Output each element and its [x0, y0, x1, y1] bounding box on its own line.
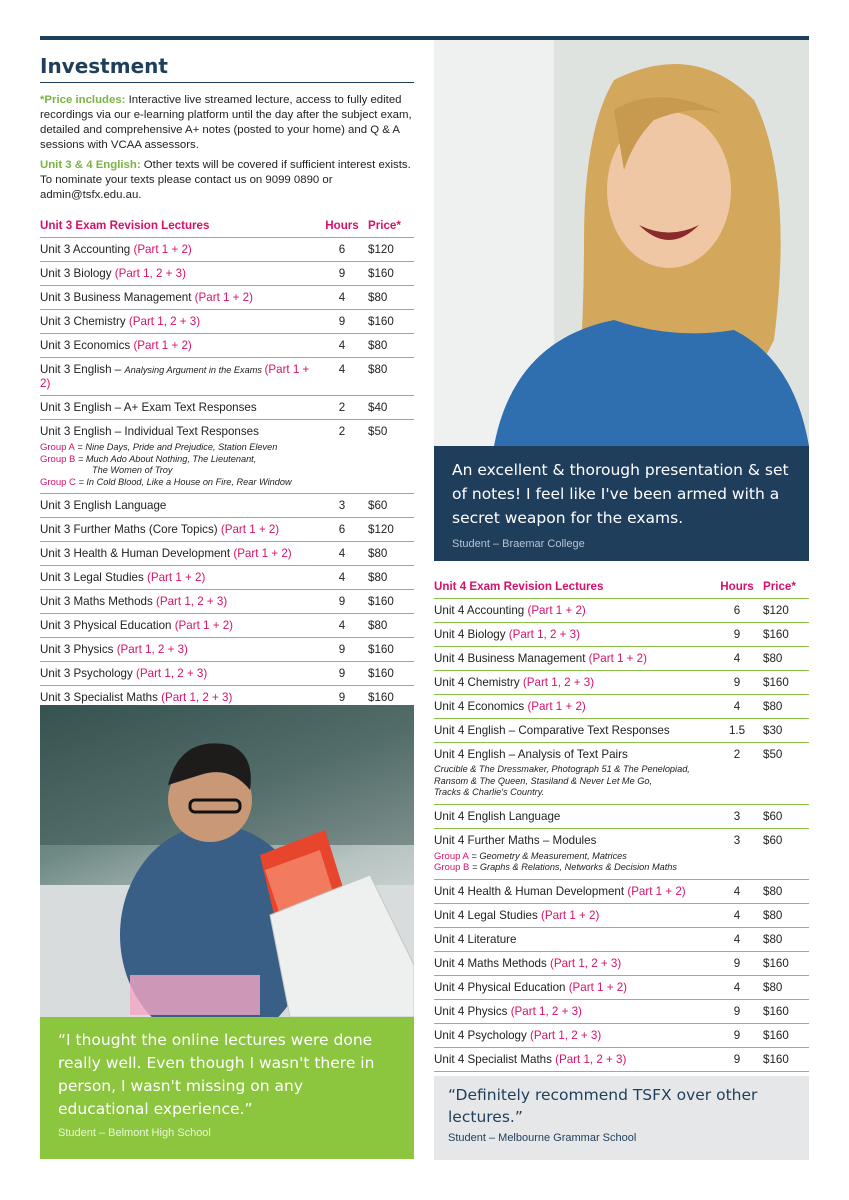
- hours-cell: 4: [320, 542, 364, 566]
- price-cell: $80: [759, 903, 809, 927]
- lecture-parts: (Part 1, 2 + 3): [508, 628, 580, 641]
- hours-cell: 9: [715, 671, 759, 695]
- english-note-text: Other texts will be covered if sufficient interest exists. To nominate your texts please contact us on 9099 0890 or admin@tsfx.edu.au.: [40, 159, 411, 201]
- hours-cell: 4: [715, 927, 759, 951]
- table-row: [434, 828, 809, 879]
- lecture-name-cell: [40, 518, 320, 542]
- price-cell: $50: [759, 743, 809, 805]
- price-column-header: Price*: [364, 215, 414, 238]
- price-column-header: Price*: [759, 576, 809, 599]
- table-row: [434, 743, 809, 805]
- lecture-name: Unit 3 English Language: [40, 499, 167, 512]
- price-cell: $160: [759, 999, 809, 1023]
- testimonial-braemar: [434, 446, 809, 561]
- testimonial-belmont: [40, 1017, 414, 1159]
- lecture-parts: (Part 1, 2 + 3): [555, 1052, 627, 1066]
- table-row: [40, 310, 414, 334]
- hours-cell: 4: [715, 879, 759, 903]
- lecture-name: Unit 4 English – Comparative Text Responses: [434, 724, 670, 737]
- table-row: [40, 590, 414, 614]
- hours-cell: 3: [320, 494, 364, 518]
- lecture-name: Unit 4 Chemistry: [434, 676, 523, 689]
- lecture-name-cell: [434, 828, 715, 879]
- price-cell: $80: [364, 358, 414, 396]
- lecture-name-cell: [40, 662, 320, 686]
- table-row: [434, 671, 809, 695]
- testimonial-braemar-source: Student – Braemar College: [452, 538, 585, 550]
- hours-column-header: Hours: [320, 215, 364, 238]
- lecture-name: Unit 3 English – Individual Text Responses: [40, 425, 259, 438]
- text-group-line: [40, 454, 320, 466]
- hours-cell: 4: [320, 566, 364, 590]
- lecture-name: Unit 3 English – A+ Exam Text Responses: [40, 401, 257, 414]
- lecture-name-cell: [434, 671, 715, 695]
- unit4-table-title: Unit 4 Exam Revision Lectures: [434, 576, 715, 599]
- table-row: [434, 804, 809, 828]
- price-cell: $120: [759, 599, 809, 623]
- testimonial-belmont-source: Student – Belmont High School: [58, 1127, 211, 1139]
- text-group-line: [40, 442, 320, 454]
- table-row: [434, 999, 809, 1023]
- text-pair-line: Ransom & The Queen, Stasiland & Never Let Me Go,: [434, 775, 653, 786]
- hours-cell: 9: [320, 590, 364, 614]
- table-row: [40, 286, 414, 310]
- text-group-titles: = Nine Days, Pride and Prejudice, Station Eleven: [74, 442, 278, 452]
- text-group-label: Group B: [434, 862, 470, 873]
- hours-cell: 9: [715, 1047, 759, 1071]
- price-cell: $160: [364, 662, 414, 686]
- lecture-name: Unit 3 Maths Methods: [40, 595, 156, 608]
- lecture-name-cell: [40, 334, 320, 358]
- lecture-parts: (Part 1, 2 + 3): [156, 595, 228, 608]
- price-cell: $60: [364, 494, 414, 518]
- english-note-label: Unit 3 & 4 English:: [40, 159, 141, 171]
- text-group-titles: The Women of Troy: [92, 465, 173, 475]
- lecture-name-cell: [40, 590, 320, 614]
- price-cell: $80: [759, 975, 809, 999]
- price-cell: $30: [759, 719, 809, 743]
- table-row: [40, 542, 414, 566]
- lecture-parts: (Part 1, 2 + 3): [510, 1004, 582, 1018]
- hours-cell: 4: [320, 614, 364, 638]
- text-group-titles: = Geometry & Measurement, Matrices: [468, 850, 627, 861]
- hours-cell: 9: [320, 638, 364, 662]
- table-row: [40, 494, 414, 518]
- table-row: [434, 719, 809, 743]
- lecture-name: Unit 3 Chemistry: [40, 315, 129, 328]
- lecture-name-cell: [40, 542, 320, 566]
- testimonial-melbourne-grammar-text: “Definitely recommend TSFX over other lectures.”: [448, 1086, 758, 1126]
- lecture-name-cell: [40, 638, 320, 662]
- table-row: [40, 334, 414, 358]
- price-cell: $160: [759, 1023, 809, 1047]
- table-header-row: [434, 576, 809, 599]
- testimonial-belmont-text: “I thought the online lectures were done really well. Even though I wasn't there in person, I wasn't missing on any educational experience.”: [58, 1031, 375, 1118]
- price-cell: $80: [759, 647, 809, 671]
- lecture-name-cell: [434, 804, 715, 828]
- lecture-name: Unit 3 Biology: [40, 267, 115, 280]
- table-row: [40, 420, 414, 494]
- price-cell: $80: [364, 566, 414, 590]
- lecture-name-cell: [434, 695, 715, 719]
- hours-cell: 9: [715, 623, 759, 647]
- price-cell: $80: [759, 695, 809, 719]
- lecture-name-cell: [40, 286, 320, 310]
- lecture-parts: (Part 1, 2 + 3): [161, 691, 233, 704]
- price-cell: $50: [364, 420, 414, 494]
- lecture-parts: (Part 1 + 2): [194, 291, 253, 304]
- lecture-name-cell: [434, 927, 715, 951]
- lecture-name: Unit 4 English Language: [434, 809, 561, 823]
- table-row: [434, 623, 809, 647]
- right-column: [434, 576, 809, 1072]
- lecture-name: Unit 3 Economics: [40, 339, 134, 352]
- testimonial-melbourne-grammar: [434, 1076, 809, 1160]
- lecture-name: Unit 3 Accounting: [40, 243, 134, 256]
- lecture-name-cell: [434, 951, 715, 975]
- hours-cell: 6: [320, 518, 364, 542]
- text-group-line: [434, 851, 715, 863]
- price-cell: $120: [364, 518, 414, 542]
- hours-cell: 9: [320, 310, 364, 334]
- table-row: [434, 879, 809, 903]
- lecture-parts: (Part 1, 2 + 3): [114, 267, 186, 280]
- price-cell: $160: [364, 686, 414, 710]
- lecture-name: Unit 3 Further Maths (Core Topics): [40, 523, 221, 536]
- lecture-parts: (Part 1, 2 + 3): [116, 643, 188, 656]
- text-group-line: [40, 465, 320, 477]
- lecture-name: Unit 4 Physical Education: [434, 980, 569, 994]
- table-row: [434, 975, 809, 999]
- lecture-name-cell: [434, 719, 715, 743]
- lecture-name-cell: [40, 566, 320, 590]
- price-cell: $160: [364, 262, 414, 286]
- lecture-name-cell: [40, 238, 320, 262]
- lecture-parts: (Part 1 + 2): [527, 700, 586, 713]
- text-pair-line: Crucible & The Dressmaker, Photograph 51 & The Penelopiad,: [434, 764, 690, 774]
- price-cell: $80: [364, 614, 414, 638]
- price-cell: $160: [759, 623, 809, 647]
- table-row: [40, 358, 414, 396]
- hours-cell: 1.5: [715, 719, 759, 743]
- price-cell: $80: [364, 334, 414, 358]
- price-cell: $120: [364, 238, 414, 262]
- lecture-parts: (Part 1 + 2): [147, 571, 206, 584]
- unit3-price-table: [40, 215, 414, 710]
- lecture-parts: (Part 1, 2 + 3): [530, 1028, 602, 1042]
- table-row: [40, 662, 414, 686]
- student-with-book-photo: [40, 705, 414, 1017]
- lecture-parts: (Part 1 + 2): [174, 619, 234, 632]
- lecture-name-cell: [434, 903, 715, 927]
- lecture-parts: (Part 1 + 2): [233, 547, 292, 560]
- hours-cell: 9: [320, 662, 364, 686]
- text-group-label: Group A: [40, 442, 75, 453]
- english-note: [40, 158, 414, 203]
- lecture-name: Unit 3 Legal Studies: [40, 571, 147, 584]
- lecture-name-cell: [434, 1023, 715, 1047]
- lecture-name: Unit 3 Health & Human Development: [40, 547, 234, 560]
- hours-cell: 9: [715, 951, 759, 975]
- price-cell: $160: [364, 638, 414, 662]
- lecture-name-cell: [40, 494, 320, 518]
- unit3-table-title: Unit 3 Exam Revision Lectures: [40, 215, 320, 238]
- lecture-name-cell: [434, 743, 715, 805]
- table-row: [40, 638, 414, 662]
- lecture-name-cell: [40, 310, 320, 334]
- table-row: [40, 238, 414, 262]
- hours-cell: 9: [320, 262, 364, 286]
- table-row: [40, 396, 414, 420]
- lecture-name: Unit 4 Physics: [434, 1004, 511, 1018]
- lecture-parts: (Part 1 + 2): [527, 604, 586, 617]
- hours-cell: 6: [715, 599, 759, 623]
- lecture-name-cell: [434, 1047, 715, 1071]
- lecture-name: Unit 4 Literature: [434, 932, 517, 946]
- lecture-parts: (Part 1, 2 + 3): [136, 667, 208, 680]
- unit4-price-table: [434, 576, 809, 1072]
- hours-cell: 4: [715, 975, 759, 999]
- student-with-book-illustration: [40, 705, 414, 1017]
- left-column: [40, 40, 414, 710]
- price-cell: $160: [364, 310, 414, 334]
- lecture-parts: (Part 1, 2 + 3): [522, 676, 595, 689]
- hours-cell: 9: [320, 686, 364, 710]
- hours-cell: 9: [715, 1023, 759, 1047]
- lecture-parts: (Part 1, 2 + 3): [128, 315, 201, 328]
- lecture-parts: (Part 1 + 2): [568, 980, 628, 994]
- table-header-row: [40, 215, 414, 238]
- text-group-label: Group A: [434, 850, 469, 862]
- lecture-parts: (Part 1 + 2): [541, 908, 600, 922]
- price-cell: $80: [364, 286, 414, 310]
- table-row: [434, 695, 809, 719]
- lecture-name-cell: [40, 396, 320, 420]
- price-cell: $40: [364, 396, 414, 420]
- price-cell: $160: [759, 671, 809, 695]
- table-row: [434, 599, 809, 623]
- price-cell: $80: [759, 927, 809, 951]
- table-row: [40, 262, 414, 286]
- lecture-subtitle: Analysing Argument in the Exams: [124, 365, 265, 375]
- hours-cell: 2: [715, 743, 759, 805]
- price-cell: $60: [759, 804, 809, 828]
- lecture-name-cell: [434, 599, 715, 623]
- lecture-name: Unit 3 Physics: [40, 643, 117, 656]
- lecture-name: Unit 3 English –: [40, 363, 125, 376]
- lecture-name: Unit 4 Maths Methods: [434, 956, 550, 970]
- lecture-name: Unit 4 English – Analysis of Text Pairs: [434, 748, 628, 761]
- price-cell: $160: [759, 951, 809, 975]
- table-row: [434, 903, 809, 927]
- table-row: [434, 647, 809, 671]
- table-row: [434, 951, 809, 975]
- price-cell: $80: [364, 542, 414, 566]
- smiling-student-illustration: [434, 40, 809, 446]
- testimonial-melbourne-grammar-source: Student – Melbourne Grammar School: [448, 1132, 637, 1144]
- text-group-label: Group C: [40, 476, 76, 488]
- lecture-name-cell: [434, 623, 715, 647]
- lecture-name: Unit 4 Legal Studies: [434, 908, 541, 922]
- lecture-name-cell: [40, 420, 320, 494]
- lecture-name: Unit 3 Physical Education: [40, 619, 175, 632]
- price-includes-note: [40, 93, 414, 153]
- lecture-name-cell: [40, 262, 320, 286]
- lecture-parts: (Part 1 + 2): [220, 523, 280, 536]
- price-cell: $60: [759, 828, 809, 879]
- text-group-titles: = In Cold Blood, Like a House on Fire, Rear Window: [75, 476, 292, 487]
- text-group-titles: = Graphs & Relations, Networks & Decision Maths: [469, 862, 677, 872]
- lecture-name-cell: [40, 358, 320, 396]
- hours-cell: 3: [715, 804, 759, 828]
- hours-cell: 4: [715, 903, 759, 927]
- hours-cell: 4: [715, 695, 759, 719]
- text-group-line: [40, 477, 320, 489]
- hours-cell: 2: [320, 420, 364, 494]
- table-row: [434, 927, 809, 951]
- lecture-name: Unit 4 Economics: [434, 700, 528, 713]
- lecture-name: Unit 3 Business Management: [40, 291, 195, 304]
- lecture-parts: (Part 1, 2 + 3): [550, 956, 622, 970]
- hours-cell: 9: [715, 999, 759, 1023]
- lecture-parts: (Part 1 + 2): [40, 363, 310, 390]
- price-cell: $160: [759, 1047, 809, 1071]
- lecture-name: Unit 4 Biology: [434, 628, 509, 641]
- lecture-name: Unit 4 Health & Human Development: [434, 884, 628, 898]
- hours-cell: 4: [320, 358, 364, 396]
- lecture-name: Unit 3 Psychology: [40, 667, 137, 680]
- lecture-name-cell: [434, 647, 715, 671]
- testimonial-braemar-text: An excellent & thorough presentation & set of notes! I feel like I've been armed with a secret weapon for the exams.: [452, 461, 789, 527]
- hours-cell: 2: [320, 396, 364, 420]
- table-row: [40, 518, 414, 542]
- lecture-name-cell: [434, 999, 715, 1023]
- lecture-name: Unit 4 Accounting: [434, 604, 528, 617]
- table-row: [40, 566, 414, 590]
- lecture-name: Unit 3 Specialist Maths: [40, 691, 162, 704]
- text-group-label: Group B: [40, 453, 76, 465]
- hours-column-header: Hours: [715, 576, 759, 599]
- price-includes-label: *Price includes:: [40, 94, 126, 106]
- price-includes-text: Interactive live streamed lecture, access to fully edited recordings via our e-learning platform until the day after the subject exam, detailed and comprehensive A+ notes (posted to your home) and Q & A sessions with VCAA assessors.: [40, 94, 412, 151]
- lecture-parts: (Part 1 + 2): [133, 243, 192, 256]
- lecture-name-cell: [434, 879, 715, 903]
- lecture-parts: (Part 1 + 2): [627, 884, 686, 898]
- hours-cell: 4: [320, 334, 364, 358]
- table-row: [40, 614, 414, 638]
- lecture-name-cell: [434, 975, 715, 999]
- smiling-student-photo: [434, 40, 809, 446]
- text-pair-line: Tracks & Charlie's Country.: [434, 787, 545, 797]
- lecture-name: Unit 4 Psychology: [434, 1028, 531, 1042]
- table-row: [434, 1023, 809, 1047]
- lecture-parts: (Part 1 + 2): [133, 339, 192, 352]
- hours-cell: 4: [320, 286, 364, 310]
- lecture-name: Unit 4 Further Maths – Modules: [434, 833, 597, 847]
- hours-cell: 4: [715, 647, 759, 671]
- lecture-name-cell: [40, 614, 320, 638]
- table-row: [434, 1047, 809, 1071]
- hours-cell: 3: [715, 828, 759, 879]
- hours-cell: 6: [320, 238, 364, 262]
- lecture-name: Unit 4 Specialist Maths: [434, 1052, 556, 1066]
- price-cell: $160: [364, 590, 414, 614]
- page-title: Investment: [40, 54, 414, 83]
- lecture-name: Unit 4 Business Management: [434, 652, 589, 665]
- price-cell: $80: [759, 879, 809, 903]
- lecture-parts: (Part 1 + 2): [588, 652, 647, 665]
- text-group-titles: = Much Ado About Nothing, The Lieutenant,: [75, 453, 257, 464]
- text-group-line: [434, 862, 715, 874]
